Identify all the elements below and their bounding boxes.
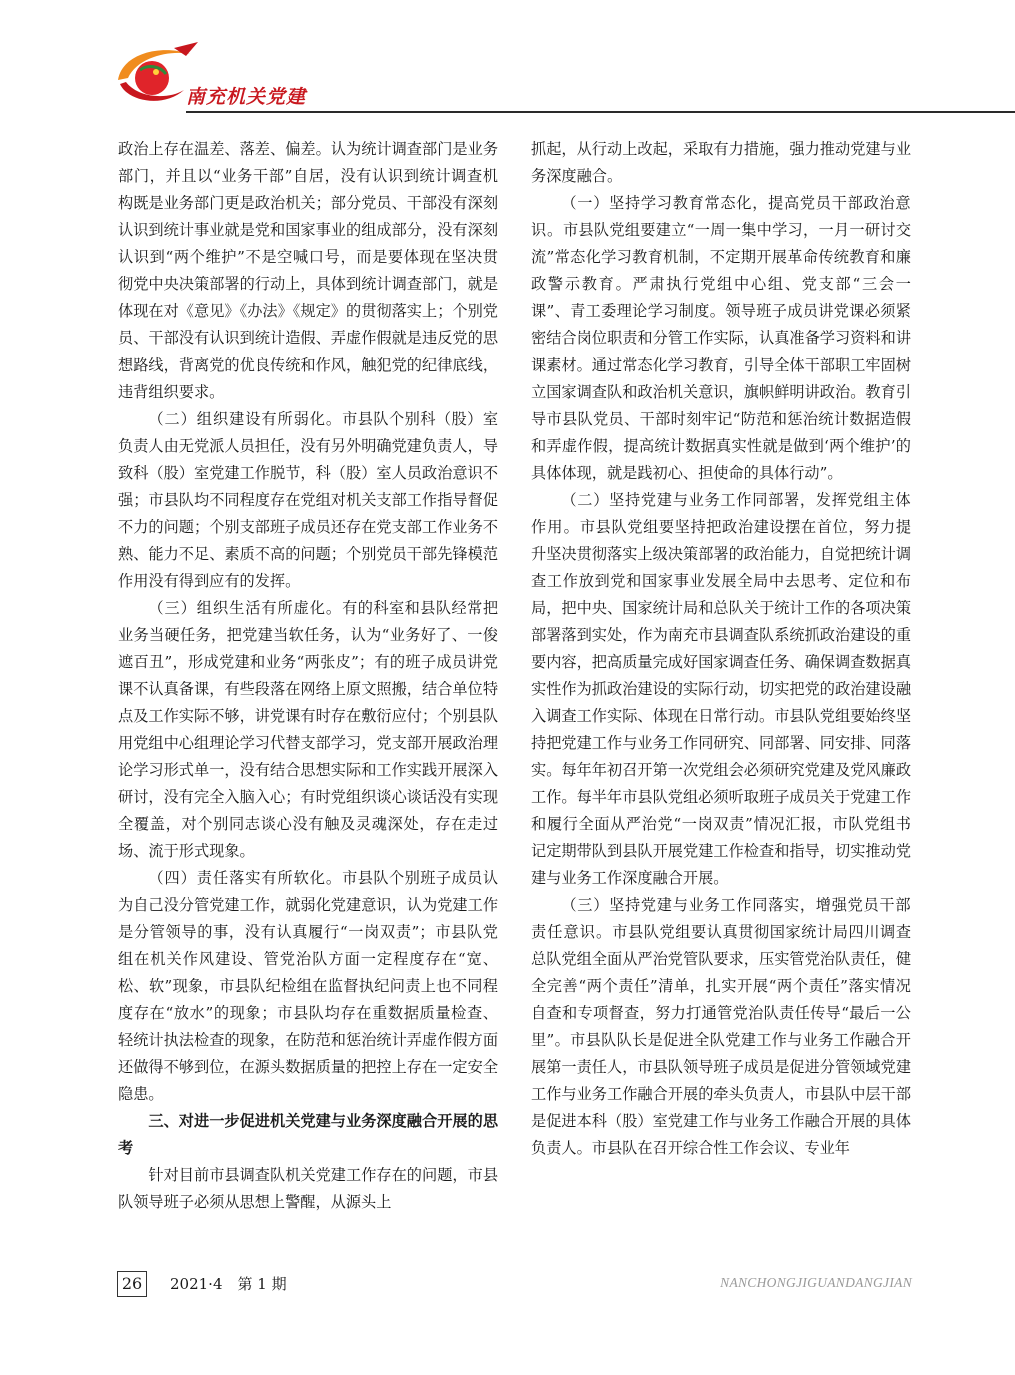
section-heading <box>118 1108 498 1162</box>
paragraph-text: 市县队党组要认真贯彻国家统计局四川调查总队党组全面从严治党管队要求，压实管党治队责任，健全完善“两个责任”清单，扎实开展“两个责任”落实情况自查和专项督查，努力打通管党治队责任传导“最后一公里”。市县队队长是促进全队党建工作与业务工作融合开展第一责任人，市县队领导班子成员是促进分管领域党建工作与业务工作融合开展的牵头负责人，市县队中层干部是促进本科（股）室党建工作与业务工作融合开展的具体负责人。市县队在召开综合性工作会议、专业年 <box>531 923 911 1157</box>
paragraph <box>531 190 911 487</box>
paragraph <box>531 487 911 892</box>
paragraph <box>118 406 498 595</box>
paragraph-lead: （二）组织建设有所弱化。 <box>148 410 343 428</box>
paragraph-text: 抓起，从行动上改起，采取有力措施，强力推动党建与业务深度融合。 <box>531 140 911 185</box>
paragraph <box>531 892 911 1162</box>
magazine-pinyin-name: NANCHONGJIGUANDANGJIAN <box>720 1275 912 1290</box>
magazine-title: 南充机关党建 <box>186 86 307 108</box>
paragraph <box>118 1162 498 1216</box>
left-text-column <box>118 136 498 1261</box>
paragraph-lead: （四）责任落实有所软化。 <box>148 869 343 887</box>
page-header <box>0 0 1015 120</box>
paragraph <box>118 595 498 865</box>
paragraph-text: 市县队党组要建立“一周一集中学习，一月一研讨交流”常态化学习教育机制，不定期开展革命传统教育和廉政警示教育。严肃执行党组中心组、党支部“三会一课”、青工委理论学习制度。领导班子成员讲党课必须紧密结合岗位职责和分管工作实际，认真准备学习资料和讲课素材。通过常态化学习教育，引导全体干部职工牢固树立国家调查队和政治机关意识，旗帜鲜明讲政治。教育引导市县队党员、干部时刻牢记“防范和惩治统计数据造假和弄虚作假，提高统计数据真实性就是做到‘两个维护’的具体体现，就是践初心、担使命的具体行动”。 <box>531 221 911 482</box>
paragraph <box>118 136 498 406</box>
paragraph-text: 有的科室和县队经常把业务当硬任务，把党建当软任务，认为“业务好了、一俊遮百丑”，形成党建和业务“两张皮”；有的班子成员讲党课不认真备课，有些段落在网络上原文照搬，结合单位特点及工作实际不够，讲党课有时存在敷衍应付；个别县队用党组中心组理论学习代替支部学习，党支部开展政治理论学习形式单一，没有结合思想实际和工作实践开展深入研讨，没有完全入脑入心；有时党组织谈心谈话没有实现全覆盖，对个别同志谈心没有触及灵魂深处，存在走过场、流于形式现象。 <box>118 599 498 860</box>
paragraph <box>118 865 498 1108</box>
paragraph-text: 政治上存在温差、落差、偏差。认为统计调查部门是业务部门，并且以“业务干部”自居，没有认识到统计调查机构既是业务部门更是政治机关；部分党员、干部没有深刻认识到统计事业就是党和国家事业的组成部分，没有深刻认识到“两个维护”不是空喊口号，而是要体现在坚决贯彻党中央决策部署的行动上，具体到统计调查部门，就是体现在对《意见》《办法》《规定》的贯彻落实上；个别党员、干部没有认识到统计造假、弄虚作假就是违反党的思想路线，背离党的优良传统和作风，触犯党的纪律底线，违背组织要求。 <box>118 140 498 401</box>
page-number: 26 <box>117 1271 147 1297</box>
paragraph-text: 市县队个别科（股）室负责人由无党派人员担任，没有另外明确党建负责人，导致科（股）室党建工作脱节，科（股）室人员政治意识不强；市县队均不同程度存在党组对机关支部工作指导督促不力的问题；个别支部班子成员还存在党支部工作业务不熟、能力不足、素质不高的问题；个别党员干部先锋模范作用没有得到应有的发挥。 <box>118 410 498 590</box>
paragraph-text: 市县队党组要坚持把政治建设摆在首位，努力提升坚决贯彻落实上级决策部署的政治能力，自觉把统计调查工作放到党和国家事业发展全局中去思考、定位和布局，把中央、国家统计局和总队关于统计工作的各项决策部署落到实处，作为南充市县调查队系统抓政治建设的重要内容，把高质量完成好国家调查任务、确保调查数据真实性作为抓政治建设的实际行动，切实把党的政治建设融入调查工作实际、体现在日常行动。市县队党组要始终坚持把党建工作与业务工作同研究、同部署、同安排、同落实。每年年初召开第一次党组会必须研究党建及党风廉政工作。每半年市县队党组必须听取班子成员关于党建工作和履行全面从严治党“一岗双责”情况汇报，市队党组书记定期带队到县队开展党建工作检查和指导，切实推动党建与业务工作深度融合开展。 <box>531 518 911 887</box>
paragraph-text: 市县队个别班子成员认为自己没分管党建工作，就弱化党建意识，认为党建工作是分管领导的事，没有认真履行“一岗双责”；市县队党组在机关作风建设、管党治队方面一定程度存在“宽、松、软”现象，市县队纪检组在监督执纪问责上也不同程度存在“放水”的现象；市县队均存在重数据质量检查、轻统计执法检查的现象，在防范和惩治统计弄虚作假方面还做得不够到位，在源头数据质量的把控上存在一定安全隐患。 <box>118 869 498 1103</box>
header-divider <box>186 111 1015 113</box>
paragraph-text: 三、对进一步促进机关党建与业务深度融合开展的思考 <box>118 1112 498 1157</box>
issue-info: 2021·4 第 1 期 <box>170 1275 287 1293</box>
page-footer <box>0 1268 1015 1308</box>
paragraph-lead: （二）坚持党建与业务工作同部署，发挥党组主体作用。 <box>531 491 911 536</box>
paragraph-lead: （一）坚持学习教育常态化，提高党员干部政治意识。 <box>531 194 911 239</box>
paragraph-text: 针对目前市县调查队机关党建工作存在的问题，市县队领导班子必须从思想上警醒，从源头上 <box>118 1166 498 1211</box>
paragraph <box>531 136 911 190</box>
right-text-column <box>531 136 911 1261</box>
paragraph-lead: （三）组织生活有所虚化。 <box>148 599 343 617</box>
paragraph-lead: （三）坚持党建与业务工作同落实，增强党员干部责任意识。 <box>531 896 911 941</box>
